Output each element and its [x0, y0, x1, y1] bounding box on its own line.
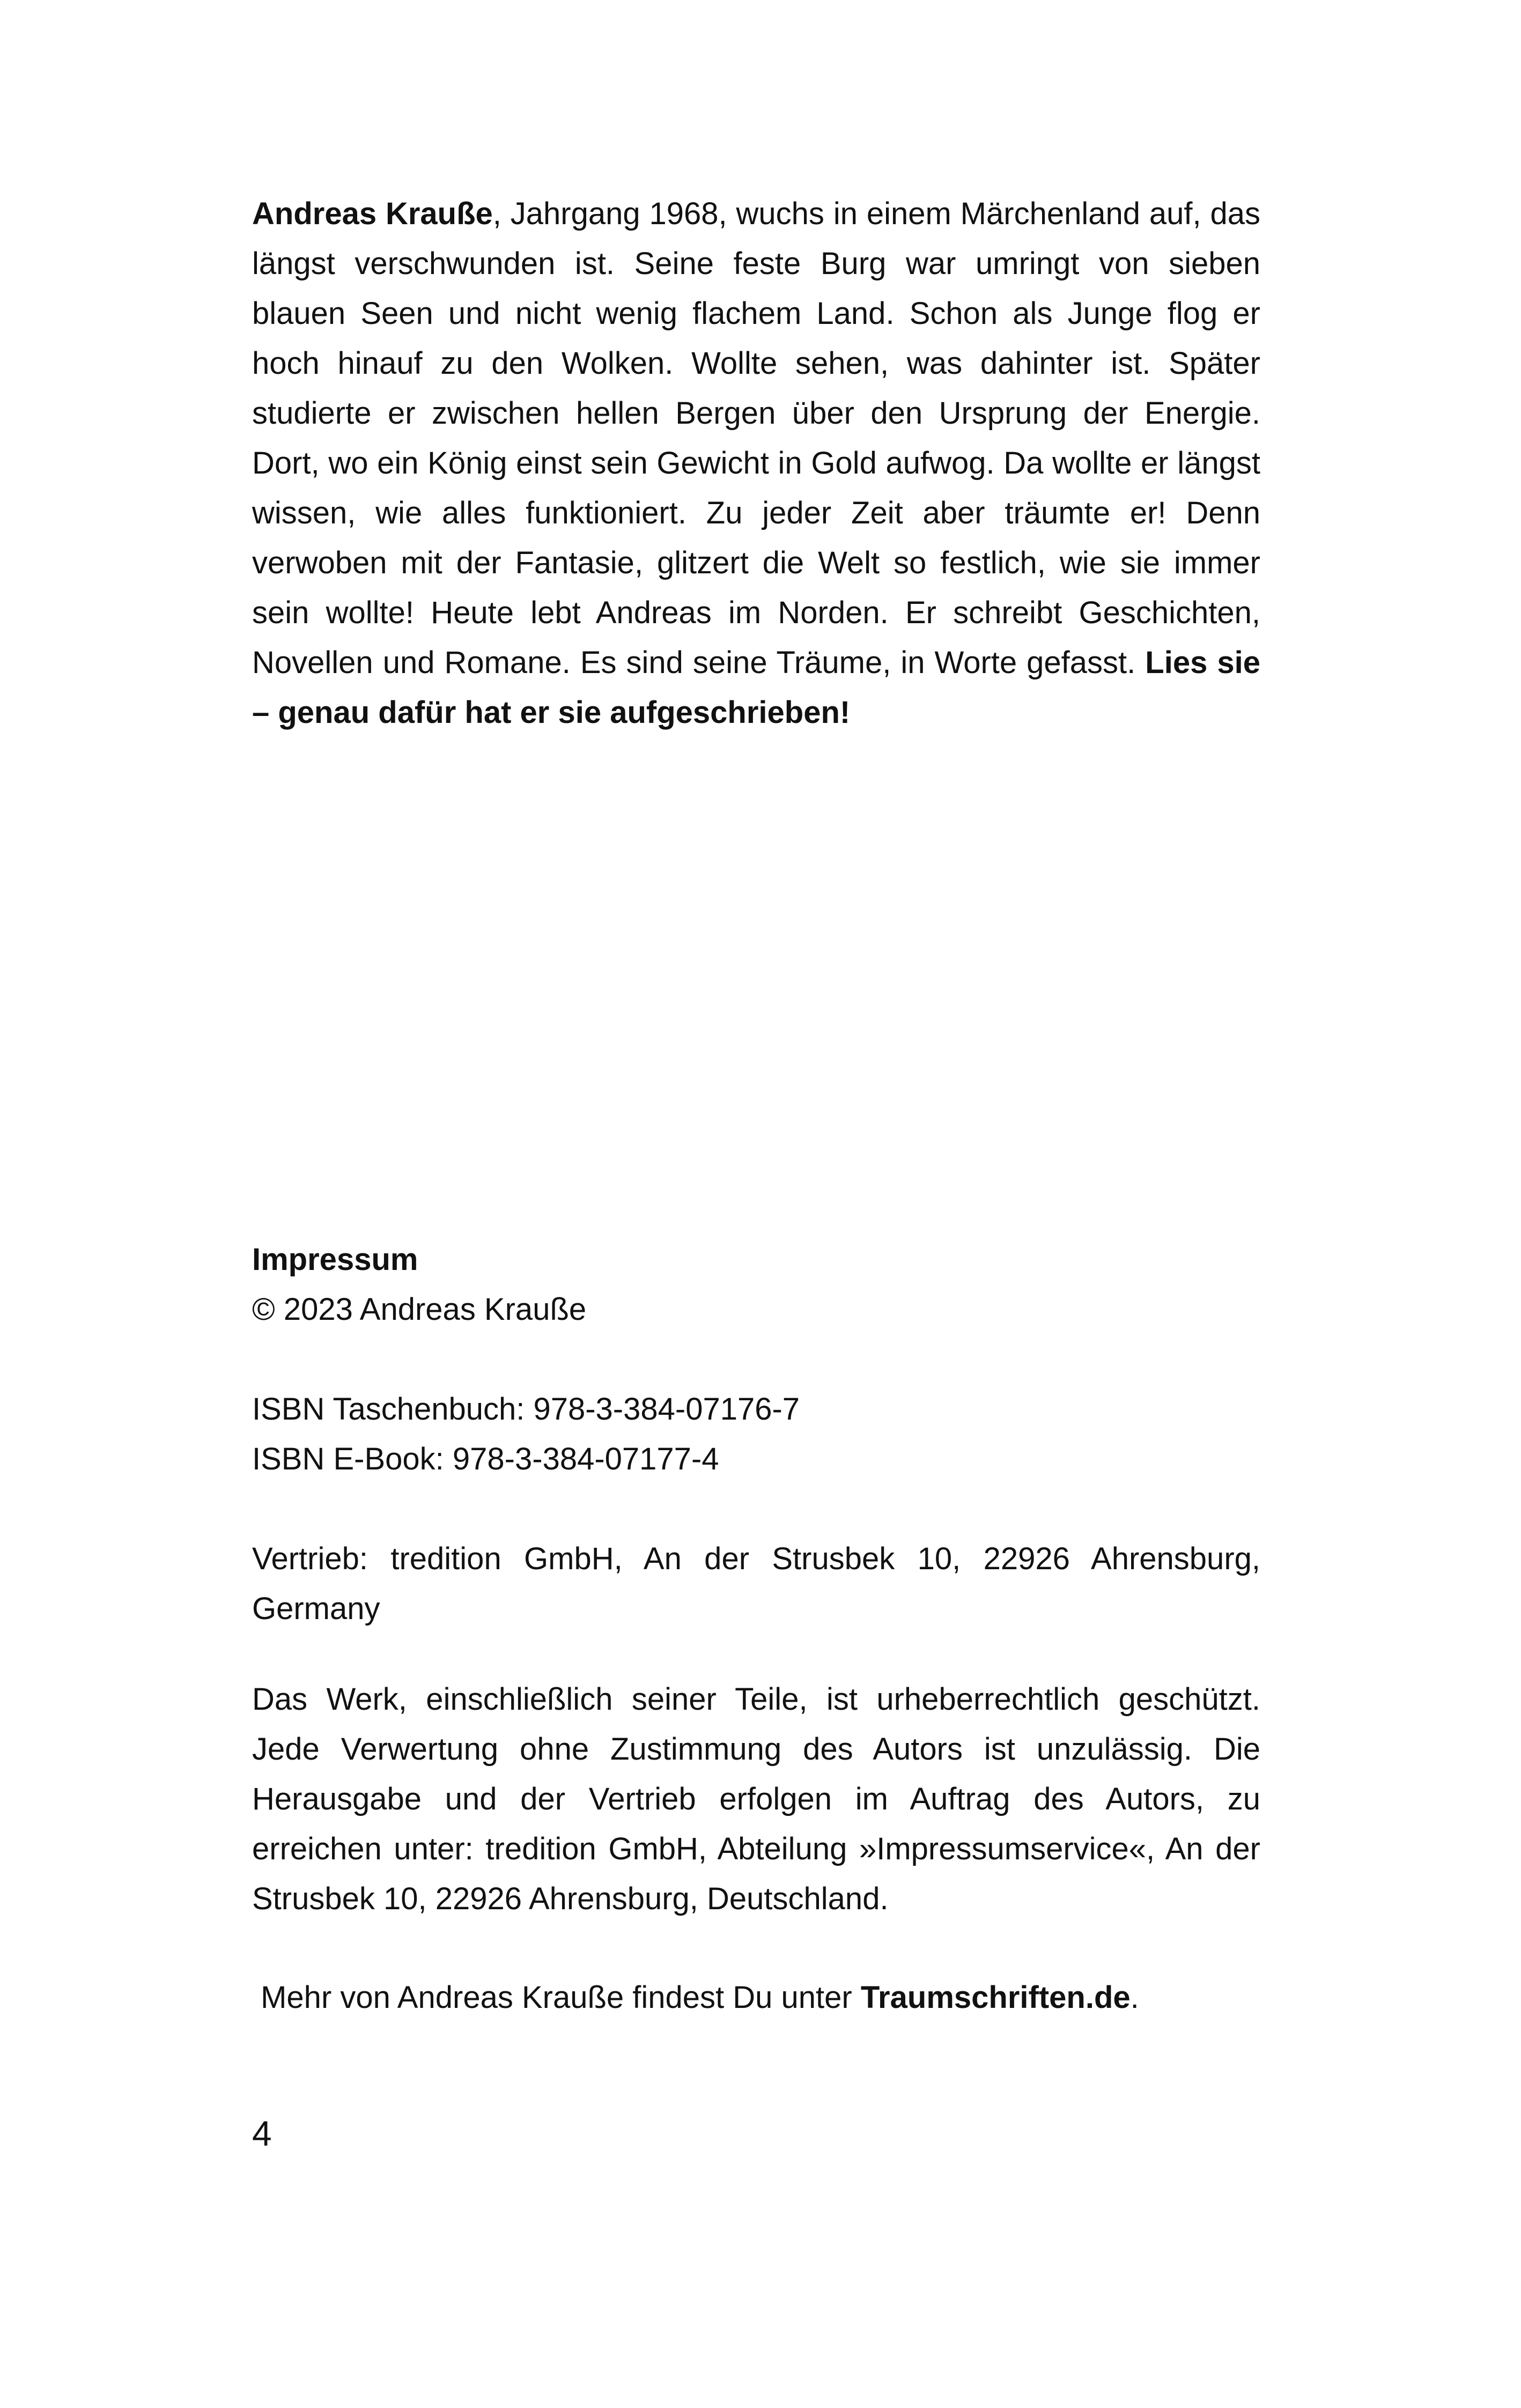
copyright-line: © 2023 Andreas Krauße	[252, 1292, 587, 1327]
more-info-line	[252, 1973, 1260, 2022]
bio-text: , Jahrgang 1968, wuchs in einem Märchenland auf, das längst verschwunden ist. Seine feste Burg war umringt von sieben blauen Seen und nicht wenig flachem Land. Schon als Junge flog er hoch hinauf zu den Wolken. Wollte sehen, was dahinter ist. Später studierte er zwischen hellen Bergen über den Ursprung der Energie. Dort, wo ein König einst sein Gewicht in Gold aufwog. Da wollte er längst wissen, wie alles funktioniert. Zu jeder Zeit aber träumte er! Denn verwoben mit der Fantasie, glitzert die Welt so festlich, wie sie immer sein wollte! Heute lebt Andreas im Norden. Er schreibt Geschichten, Novellen und Romane. Es sind seine Träume, in Worte gefasst.	[252, 196, 1261, 680]
author-name: Andreas Krauße	[252, 196, 493, 231]
page-number: 4	[252, 2114, 272, 2153]
more-prefix: Mehr von Andreas Krauße findest Du unter	[252, 1980, 861, 2015]
author-bio	[252, 189, 1260, 737]
impressum-section	[252, 1235, 1260, 1634]
more-suffix: .	[1130, 1980, 1139, 2015]
website-link: Traumschriften.de	[860, 1980, 1131, 2015]
impressum-heading: Impressum	[252, 1242, 418, 1277]
distribution-line-1: Vertrieb: tredition GmbH, An der Strusbek 10, 22926 Ahrensburg,	[252, 1541, 1260, 1576]
distribution-line-2: Germany	[252, 1591, 380, 1626]
bio-closing: Lies sie – genau dafür hat er sie aufgeschrieben!	[252, 645, 1260, 730]
legal-notice: Das Werk, einschließlich seiner Teile, ist urheberrechtlich geschützt. Jede Verwertung ohne Zustimmung des Autors ist unzulässig. Die Herausgabe und der Vertrieb erfolgen im Auftrag des Autors, zu erreichen unter: tredition GmbH, Abteilung »Impressumservice«, An der Strusbek 10, 22926 Ahrensburg, Deutschland.	[252, 1682, 1260, 1916]
isbn-paperback: ISBN Taschenbuch: 978-3-384-07176-7	[252, 1392, 800, 1427]
spacer	[252, 1484, 1260, 1534]
spacer	[252, 1334, 1260, 1384]
isbn-ebook: ISBN E-Book: 978-3-384-07177-4	[252, 1442, 719, 1476]
